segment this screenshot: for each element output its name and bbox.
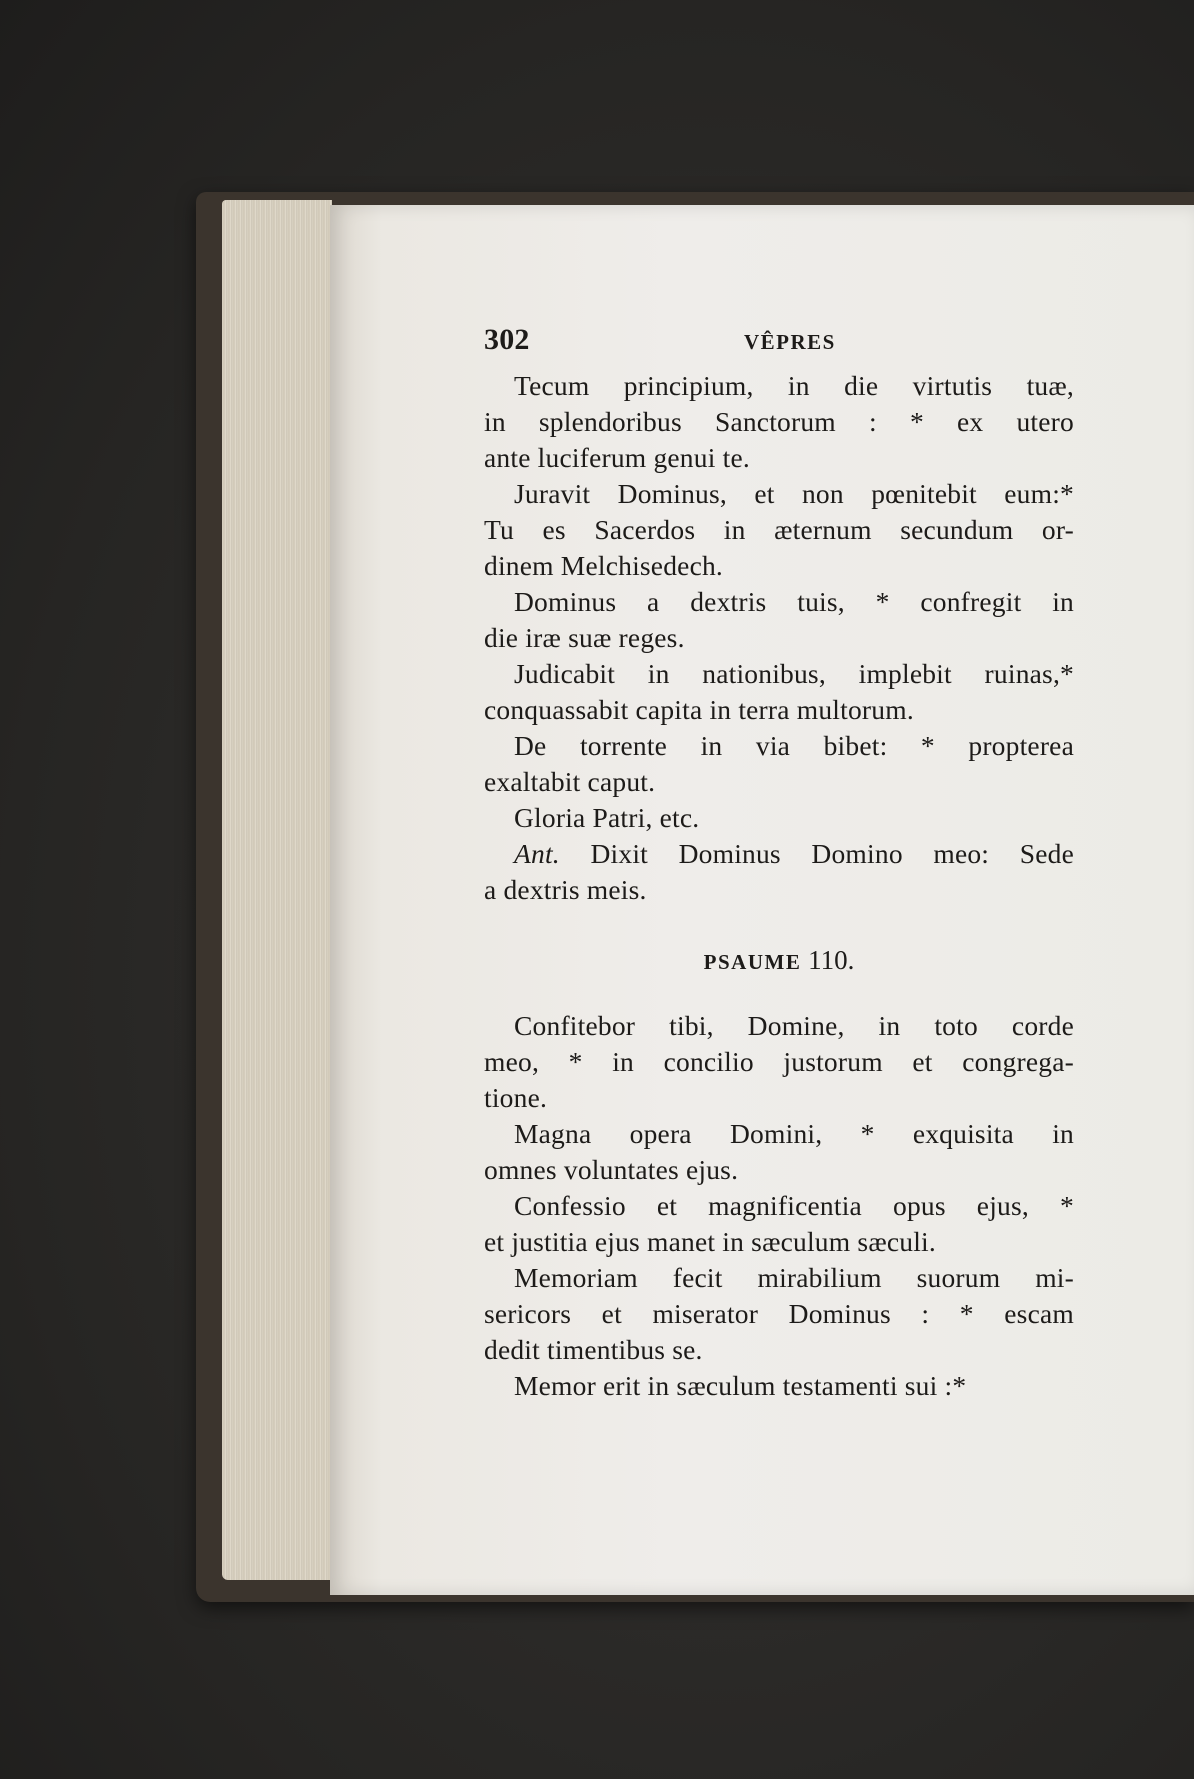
verse <box>484 1368 1074 1404</box>
verse-line: Memor erit in sæculum testamenti sui :* <box>514 1370 967 1401</box>
verse <box>484 656 1074 728</box>
verse-line: Gloria Patri, etc. <box>514 802 700 833</box>
verse <box>484 1008 1074 1116</box>
verse-line: tione. <box>484 1082 548 1113</box>
page-number: 302 <box>484 323 530 356</box>
verse-line: Judicabit in nationibus, implebit ruinas,* <box>514 658 1074 689</box>
verse-line: sericors et miserator Dominus : * escam <box>484 1298 1074 1329</box>
section-title <box>484 942 1074 980</box>
verse <box>484 1116 1074 1188</box>
section-title-number: 110. <box>808 945 855 975</box>
verse-line: dedit timentibus se. <box>484 1334 703 1365</box>
verse-line: conquassabit capita in terra multorum. <box>484 694 914 725</box>
antiphon-line <box>484 836 1074 872</box>
page-header <box>484 322 1074 368</box>
verse <box>484 368 1074 476</box>
verse-line: dinem Melchisedech. <box>484 550 724 581</box>
verse-line: Confitebor tibi, Domine, in toto corde <box>514 1010 1074 1041</box>
verse-line: Tecum principium, in die virtutis tuæ, <box>514 370 1074 401</box>
antiphon-label: Ant. <box>514 838 560 869</box>
verse-line: ante luciferum genui te. <box>484 442 750 473</box>
antiphon <box>484 836 1074 908</box>
verse-line: exaltabit caput. <box>484 766 656 797</box>
verse-line: Memoriam fecit mirabilium suorum mi- <box>514 1262 1074 1293</box>
verse-line: et justitia ejus manet in sæculum sæculi. <box>484 1226 936 1257</box>
verse <box>484 584 1074 656</box>
antiphon-line: a dextris meis. <box>484 874 647 905</box>
verse-line: De torrente in via bibet: * propterea <box>514 730 1074 761</box>
verse <box>484 1188 1074 1260</box>
verse-line: omnes voluntates ejus. <box>484 1154 739 1185</box>
verse-line: die iræ suæ reges. <box>484 622 685 653</box>
running-head: VÊPRES <box>744 330 836 354</box>
verse-line: meo, * in concilio justorum et congrega- <box>484 1046 1074 1077</box>
verse <box>484 1260 1074 1368</box>
verse <box>484 800 1074 836</box>
verse-line: in splendoribus Sanctorum : * ex utero <box>484 406 1074 437</box>
verse-line: Dominus a dextris tuis, * confregit in <box>514 586 1074 617</box>
section-title-label: PSAUME <box>703 950 802 974</box>
antiphon-text: Dixit Dominus Domino meo: Sede <box>590 838 1074 869</box>
verse-line: Juravit Dominus, et non pœnitebit eum:* <box>514 478 1074 509</box>
page-edges <box>222 200 332 1580</box>
verse <box>484 728 1074 800</box>
verse-line: Magna opera Domini, * exquisita in <box>514 1118 1074 1149</box>
verse-line: Confessio et magnificentia opus ejus, * <box>514 1190 1074 1221</box>
page-text <box>484 322 1074 1404</box>
verse <box>484 476 1074 584</box>
verse-line: Tu es Sacerdos in æternum secundum or- <box>484 514 1074 545</box>
